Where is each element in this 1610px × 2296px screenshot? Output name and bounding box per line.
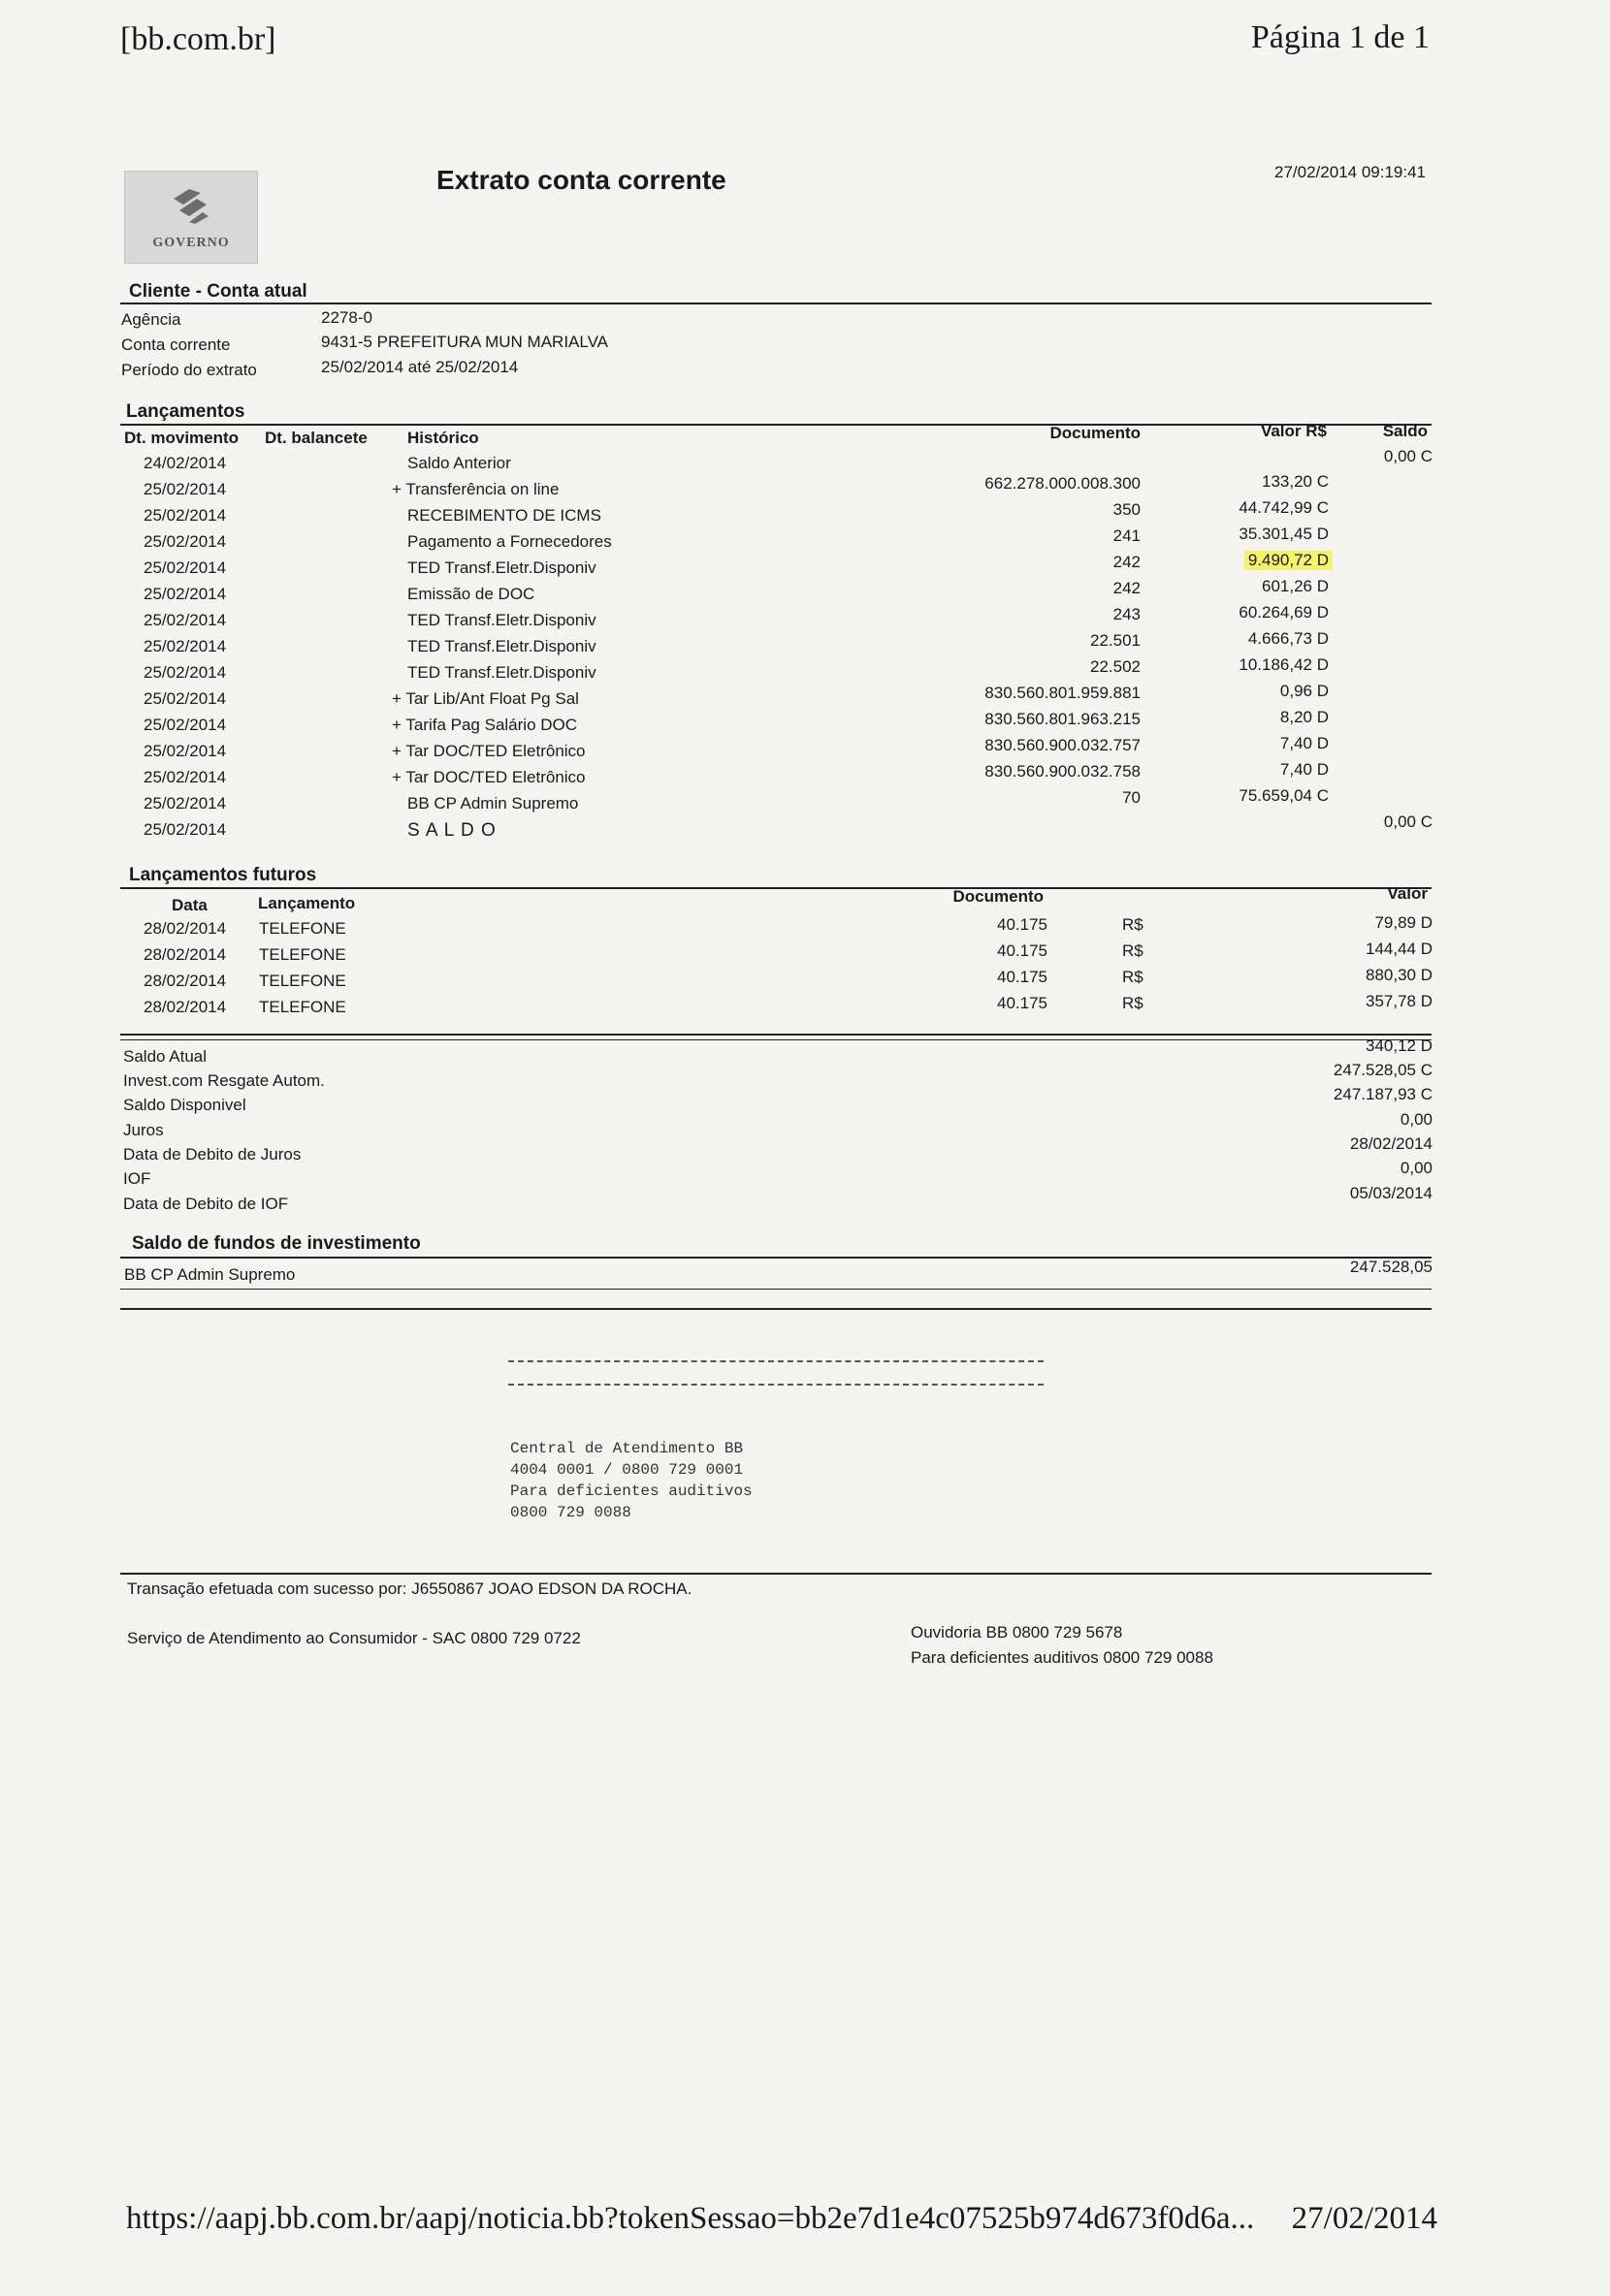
fut-cell-lancamento: TELEFONE <box>259 998 346 1016</box>
fundos-divider <box>120 1257 1432 1259</box>
resumo-label: Juros <box>123 1121 164 1139</box>
atendimento-line: Para deficientes auditivos <box>510 1483 753 1500</box>
table-row <box>0 603 1610 637</box>
cell-date: 25/02/2014 <box>144 663 227 682</box>
footer-divider <box>120 1573 1432 1575</box>
fut-cell-lancamento: TELEFONE <box>259 945 346 964</box>
cell-documento: 22.501 <box>1090 631 1141 650</box>
table-row <box>0 813 1610 846</box>
resumo-divider <box>120 1034 1432 1036</box>
table-row <box>0 577 1610 611</box>
cell-historico: + Tar Lib/Ant Float Pg Sal <box>392 689 579 708</box>
fut-cell-moeda: R$ <box>1122 968 1143 986</box>
resumo-label: Saldo Disponivel <box>123 1096 246 1114</box>
fundos-divider-thin <box>120 1289 1432 1290</box>
client-label-periodo: Período do extrato <box>121 361 257 379</box>
table-row <box>0 708 1610 742</box>
resumo-value: 28/02/2014 <box>1349 1134 1433 1153</box>
client-section-title: Cliente - Conta atual <box>129 281 307 302</box>
cell-valor: 4.666,73 D <box>1247 629 1329 648</box>
cell-historico: TED Transf.Eletr.Disponiv <box>407 663 596 682</box>
fut-cell-lancamento: TELEFONE <box>259 972 346 990</box>
fut-cell-moeda: R$ <box>1122 994 1143 1012</box>
table-row <box>0 760 1610 794</box>
cell-historico: Emissão de DOC <box>407 585 535 603</box>
fut-cell-moeda: R$ <box>1122 915 1143 934</box>
table-row <box>0 655 1610 689</box>
client-label-agencia: Agência <box>121 310 181 329</box>
table-row <box>0 629 1610 663</box>
atendimento-line: 0800 729 0088 <box>510 1504 631 1521</box>
cell-valor: 8,20 D <box>1279 708 1329 726</box>
cell-historico: + Tar DOC/TED Eletrônico <box>392 742 586 760</box>
cell-date: 25/02/2014 <box>144 768 227 786</box>
resumo-value: 05/03/2014 <box>1349 1184 1433 1202</box>
cell-date: 25/02/2014 <box>144 716 227 734</box>
cell-historico: TED Transf.Eletr.Disponiv <box>407 611 596 629</box>
cell-date: 25/02/2014 <box>144 506 227 525</box>
table-row <box>0 447 1610 480</box>
client-divider <box>120 303 1432 304</box>
cell-historico: + Tar DOC/TED Eletrônico <box>392 768 586 786</box>
resumo-label: Data de Debito de Juros <box>123 1145 302 1164</box>
client-value-conta: 9431-5 PREFEITURA MUN MARIALVA <box>321 333 609 351</box>
cell-documento: 830.560.900.032.758 <box>984 762 1141 781</box>
table-row <box>0 992 1610 1024</box>
cell-date: 25/02/2014 <box>144 585 227 603</box>
cell-date: 25/02/2014 <box>144 820 227 839</box>
fut-cell-data: 28/02/2014 <box>144 919 227 938</box>
fut-cell-valor: 880,30 D <box>1366 966 1433 984</box>
fut-cell-documento: 40.175 <box>997 968 1047 986</box>
table-row <box>0 786 1610 820</box>
col-documento: Documento <box>1049 424 1141 442</box>
table-row <box>0 525 1610 558</box>
cell-valor: 75.659,04 C <box>1239 786 1329 805</box>
resumo-value: 247.187,93 C <box>1333 1085 1433 1103</box>
cell-documento: 830.560.900.032.757 <box>984 736 1141 754</box>
resumo-label: Saldo Atual <box>123 1047 208 1066</box>
fut-cell-lancamento: TELEFONE <box>259 919 346 938</box>
resumo-value: 0,00 <box>1400 1159 1433 1177</box>
cell-historico: Pagamento a Fornecedores <box>407 532 612 551</box>
print-header-page: Página 1 de 1 <box>1250 19 1430 55</box>
footer-transacao: Transação efetuada com sucesso por: J6550867 JOAO EDSON DA ROCHA. <box>127 1579 692 1598</box>
footer-ouvidoria: Ouvidoria BB 0800 729 5678 <box>911 1623 1123 1642</box>
print-footer-url: https://aapj.bb.com.br/aapj/noticia.bb?tokenSessao=bb2e7d1e4c07525b974d673f0d6a... <box>126 2201 1255 2236</box>
cell-documento: 241 <box>1112 526 1141 545</box>
cell-saldo: 0,00 C <box>1383 447 1433 465</box>
col-dt-balancete: Dt. balancete <box>265 429 368 447</box>
cell-date: 25/02/2014 <box>144 480 227 498</box>
cell-valor-highlighted: 9.490,72 D <box>1244 551 1333 570</box>
resumo-value: 247.528,05 C <box>1333 1061 1433 1079</box>
cell-date: 25/02/2014 <box>144 637 227 655</box>
fut-cell-moeda: R$ <box>1122 941 1143 960</box>
fut-cell-valor: 144,44 D <box>1366 940 1433 958</box>
cell-documento: 243 <box>1112 605 1141 623</box>
cell-valor: 60.264,69 D <box>1239 603 1329 622</box>
resumo-value: 0,00 <box>1400 1110 1433 1129</box>
fut-cell-data: 28/02/2014 <box>144 998 227 1016</box>
table-row <box>0 682 1610 716</box>
fundos-bottom-divider <box>120 1308 1432 1310</box>
atendimento-line: 4004 0001 / 0800 729 0001 <box>510 1461 744 1479</box>
client-value-periodo: 25/02/2014 até 25/02/2014 <box>321 358 519 376</box>
lancamentos-divider <box>120 424 1432 426</box>
cell-valor: 7,40 D <box>1279 734 1329 752</box>
cell-date: 25/02/2014 <box>144 558 227 577</box>
col-dt-movimento: Dt. movimento <box>124 429 240 447</box>
cell-documento: 242 <box>1112 553 1141 571</box>
fut-cell-valor: 357,78 D <box>1366 992 1433 1010</box>
page-title: Extrato conta corrente <box>436 165 726 195</box>
logo-text: GOVERNO <box>152 236 230 250</box>
fut-cell-documento: 40.175 <box>997 941 1047 960</box>
cell-date: 25/02/2014 <box>144 532 227 551</box>
dashed-separator <box>508 1384 1044 1386</box>
table-row <box>0 498 1610 532</box>
table-row <box>0 734 1610 768</box>
cell-documento: 70 <box>1122 788 1141 807</box>
col-valor: Valor R$ <box>1260 422 1327 440</box>
cell-documento: 242 <box>1112 579 1141 597</box>
lancamentos-section-title: Lançamentos <box>126 401 245 422</box>
client-value-agencia: 2278-0 <box>321 308 372 327</box>
resumo-label: IOF <box>123 1169 151 1188</box>
table-row <box>0 472 1610 506</box>
bb-logo <box>124 171 258 264</box>
atendimento-line: Central de Atendimento BB <box>510 1440 744 1457</box>
cell-historico: TED Transf.Eletr.Disponiv <box>407 558 596 577</box>
fut-cell-documento: 40.175 <box>997 994 1047 1012</box>
resumo-label: Invest.com Resgate Autom. <box>123 1071 325 1090</box>
cell-date: 25/02/2014 <box>144 742 227 760</box>
cell-valor: 601,26 D <box>1262 577 1329 595</box>
cell-documento: 350 <box>1112 500 1141 519</box>
cell-historico: + Tarifa Pag Salário DOC <box>392 716 578 734</box>
col-historico: Histórico <box>407 429 479 447</box>
cell-documento: 830.560.801.963.215 <box>984 710 1141 728</box>
table-row <box>0 551 1610 585</box>
atendimento-block <box>510 1438 753 1523</box>
cell-historico: + Transferência on line <box>392 480 560 498</box>
cell-valor: 10.186,42 D <box>1239 655 1329 674</box>
dashed-separator <box>508 1360 1044 1362</box>
bb-logo-icon <box>168 183 212 226</box>
cell-saldo: 0,00 C <box>1383 813 1433 831</box>
cell-historico: S A L D O <box>407 820 497 841</box>
fundos-section-title: Saldo de fundos de investimento <box>132 1233 421 1254</box>
fut-cell-data: 28/02/2014 <box>144 945 227 964</box>
footer-sac: Serviço de Atendimento ao Consumidor - SAC 0800 729 0722 <box>127 1629 581 1647</box>
futuros-section-title: Lançamentos futuros <box>129 865 317 885</box>
cell-historico: RECEBIMENTO DE ICMS <box>407 506 601 525</box>
print-footer-date: 27/02/2014 <box>1291 2201 1437 2236</box>
fut-col-valor: Valor <box>1387 884 1428 903</box>
col-saldo: Saldo <box>1382 422 1428 440</box>
fundos-value: 247.528,05 <box>1349 1258 1433 1276</box>
cell-valor: 7,40 D <box>1279 760 1329 779</box>
cell-date: 25/02/2014 <box>144 611 227 629</box>
fundos-name: BB CP Admin Supremo <box>124 1265 296 1284</box>
footer-ouvidoria-deficientes: Para deficientes auditivos 0800 729 0088 <box>911 1648 1213 1667</box>
fut-col-data: Data <box>172 896 208 914</box>
cell-valor: 35.301,45 D <box>1239 525 1329 543</box>
cell-valor: 0,96 D <box>1279 682 1329 700</box>
cell-historico: Saldo Anterior <box>407 454 511 472</box>
cell-historico: TED Transf.Eletr.Disponiv <box>407 637 596 655</box>
cell-date: 25/02/2014 <box>144 689 227 708</box>
fut-cell-valor: 79,89 D <box>1374 913 1433 932</box>
client-label-conta: Conta corrente <box>121 335 231 354</box>
resumo-divider-thin <box>120 1039 1432 1040</box>
fut-cell-data: 28/02/2014 <box>144 972 227 990</box>
fut-cell-documento: 40.175 <box>997 915 1047 934</box>
fut-col-lancamento: Lançamento <box>258 894 356 912</box>
futuros-divider <box>120 887 1432 889</box>
resumo-label: Data de Debito de IOF <box>123 1195 289 1213</box>
cell-documento: 662.278.000.008.300 <box>984 474 1141 493</box>
cell-date: 25/02/2014 <box>144 794 227 813</box>
cell-date: 24/02/2014 <box>144 454 227 472</box>
timestamp: 27/02/2014 09:19:41 <box>1274 163 1426 181</box>
cell-valor: 133,20 C <box>1262 472 1329 491</box>
print-header-site: [bb.com.br] <box>120 21 276 57</box>
cell-documento: 22.502 <box>1090 657 1141 676</box>
resumo-value: 340,12 D <box>1366 1036 1433 1055</box>
fut-col-documento: Documento <box>952 887 1044 906</box>
cell-historico: BB CP Admin Supremo <box>407 794 579 813</box>
cell-valor: 44.742,99 C <box>1239 498 1329 517</box>
cell-documento: 830.560.801.959.881 <box>984 684 1141 702</box>
